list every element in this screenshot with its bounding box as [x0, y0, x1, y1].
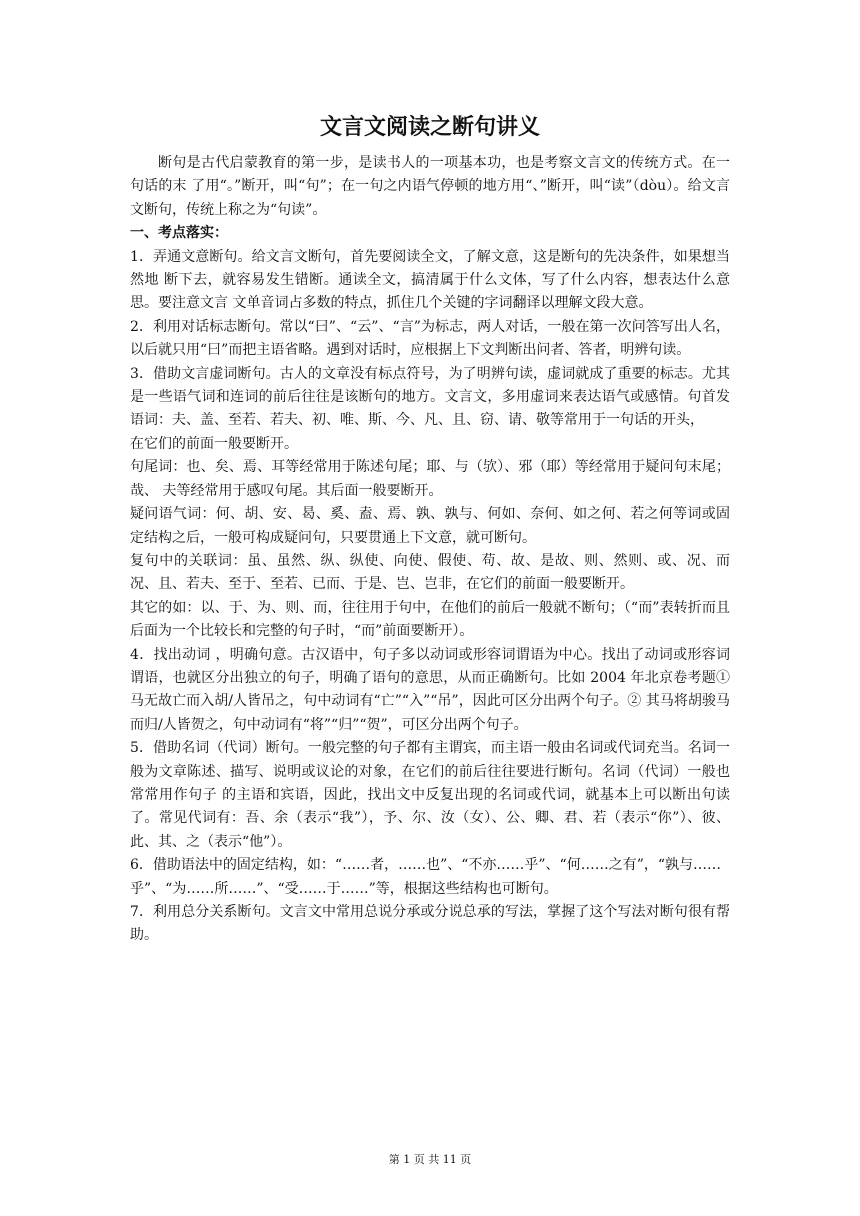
paragraph-conjunctions: 复句中的关联词：虽、虽然、纵、纵使、向使、假使、苟、故、是故、则、然则、或、况、而况、且、若夫、至于、至若、已而、于是、岂、岂非，在它们的前面一般要断开。: [130, 552, 730, 593]
paragraph-6-continued: 乎”、“为……所……”、“受……于……”等，根据这些结构也可断句。: [130, 880, 558, 897]
paragraph-other-words: 其它的如：以、于、为、则、而，往往用于句中，在他们的前后一般就不断句；（“而”表转折而且后面为一个比较长和完整的句子时，“而”前面要断开）。: [130, 599, 730, 640]
paragraph-sentence-end-words: 句尾词：也、矣、焉、耳等经常用于陈述句尾；耶、与（欤）、邪（耶）等经常用于疑问句末尾；哉、 夫等经常用于感叹句尾。其后面一般要断开。: [130, 459, 730, 499]
paragraph-question-words: 疑问语气词：何、胡、安、曷、奚、盍、焉、孰、孰与、何如、奈何、如之何、若之何等词或固定结构之后，一般可构成疑问句，只要贯通上下文意，就可断句。: [130, 506, 730, 546]
paragraph-2: 2．利用对话标志断句。常以“曰”、“云”、“言”为标志，两人对话，一般在第一次问答写出人名， 以后就只用“曰”而把主语省略。遇到对话时，应根据上下文判断出问者、答者，明辨句读。: [130, 318, 730, 359]
section-heading: 一、考点落实：: [130, 225, 228, 242]
document-title: 文言文阅读之断句讲义: [319, 115, 540, 140]
paragraph-7: 7．利用总分关系断句。文言文中常用总说分承或分说总承的写法，掌握了这个写法对断句很有帮助。: [130, 904, 730, 944]
paragraph-5: 5．借助名词（代词）断句。一般完整的句子都有主谓宾，而主语一般由名词或代词充当。名词一般为文章陈述、描写、说明或议论的对象，在它们的前后往往要进行断句。名词（代词）一般也常常用作句子 的主语和宾语，因此，找出文中反复出现的名词或代词，就基本上可以断出句读了。常见代词有：吾、余（表示“我”），予、尔、汝（女）、公、卿、君、若（表示“你”）、彼、此、其、之（表示“他”）。: [130, 740, 730, 850]
intro-paragraph: 断句是古代启蒙教育的第一步，是读书人的一项基本功，也是考察文言文的传统方式。在一句话的末 了用“。”断开，叫“句”；在一句之内语气停顿的地方用“、”断开，叫“读”（dòu）。给文言文断句，传统上称之为“句读”。: [130, 155, 730, 218]
paragraph-3: 3．借助文言虚词断句。古人的文章没有标点符号，为了明辨句读，虚词就成了重要的标志。尤其是一些语气词和连词的前后往往是该断句的地方。文言文，多用虚词来表达语气或感情。句首发语词：夫、盖、至若、若夫、初、唯、斯、今、凡、且、窃、请、敬等常用于一句话的开头，: [130, 365, 730, 429]
paragraph-6: 6．借助语法中的固定结构，如：“……者，……也”、“不亦……乎”、“何……之有”，“孰与……: [130, 857, 722, 874]
paragraph-1: 1．弄通文意断句。给文言文断句，首先要阅读全文，了解文意，这是断句的先决条件，如果想当然地 断下去，就容易发生错断。通读全文，搞清属于什么文体，写了什么内容，想表达什么意思。要注意文言 文单音词占多数的特点，抓住几个关键的字词翻译以理解文段大意。: [130, 248, 730, 312]
paragraph-3-continued: 在它们的前面一般要断开。: [130, 435, 298, 452]
page-footer: 第 1 页 共 11 页: [388, 1153, 472, 1166]
paragraph-4: 4．找出动词 ，明确句意。古汉语中，句子多以动词或形容词谓语为中心。找出了动词或形容词谓语，也就区分出独立的句子，明确了语句的意思，从而正确断句。比如 2004 年北京卷考题① 马无故亡而入胡/人皆吊之，句中动词有“亡”“入”“吊”，因此可区分出两个句子。② 其马将胡骏马而归/人皆贺之，句中动词有“将”“归”“贺”，可区分出两个句子。: [130, 646, 730, 733]
document-page: [130, 112, 730, 948]
